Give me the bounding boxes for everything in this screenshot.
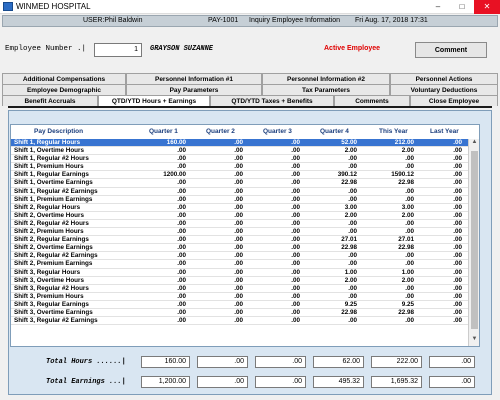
table-row[interactable]	[11, 277, 468, 285]
maximize-button[interactable]: □	[459, 2, 465, 11]
cell-pay-description: Shift 2, Premium Hours	[14, 228, 84, 236]
total-hours-q3: .00	[255, 356, 306, 368]
cell-value: 1590.12	[391, 171, 414, 179]
total-earnings-last-year: .00	[429, 376, 475, 388]
cell-value: .00	[291, 171, 300, 179]
cell-value: 1.00	[401, 268, 414, 276]
col-last-year: Last Year	[430, 127, 459, 135]
tab-personnel-info-1[interactable]: Personnel Information #1	[126, 73, 262, 84]
cell-pay-description: Shift 1, Overtime Earnings	[14, 179, 93, 187]
cell-value: .00	[291, 139, 300, 146]
cell-value: 2.00	[401, 211, 414, 219]
cell-pay-description: Shift 3, Regular #2 Hours	[14, 284, 89, 292]
cell-value: .00	[291, 276, 300, 284]
cell-value: 22.98	[398, 179, 414, 187]
cell-pay-description: Shift 1, Regular Hours	[14, 139, 81, 146]
total-hours-last-year: .00	[429, 356, 475, 368]
cell-value: .00	[234, 308, 243, 316]
cell-value: .00	[234, 211, 243, 219]
cell-value: .00	[291, 211, 300, 219]
cell-value: .00	[348, 195, 357, 203]
cell-value: .00	[291, 244, 300, 252]
cell-pay-description: Shift 3, Regular Hours	[14, 268, 81, 276]
cell-value: .00	[405, 260, 414, 268]
cell-value: .00	[453, 187, 462, 195]
window-title: WINMED HOSPITAL	[16, 2, 91, 11]
total-hours-q1: 160.00	[141, 356, 190, 368]
cell-value: 2.00	[344, 211, 357, 219]
cell-value: .00	[453, 211, 462, 219]
cell-value: 9.25	[344, 300, 357, 308]
cell-value: .00	[453, 260, 462, 268]
cell-value: .00	[234, 244, 243, 252]
table-row[interactable]	[11, 155, 468, 163]
cell-value: .00	[405, 155, 414, 163]
cell-value: 212.00	[394, 139, 414, 146]
cell-value: .00	[405, 219, 414, 227]
cell-pay-description: Shift 1, Regular #2 Hours	[14, 155, 89, 163]
cell-value: .00	[291, 292, 300, 300]
cell-value: .00	[453, 155, 462, 163]
cell-value: 2.00	[344, 147, 357, 155]
cell-value: .00	[453, 139, 462, 146]
table-row[interactable]	[11, 293, 468, 301]
cell-value: .00	[234, 317, 243, 325]
total-earnings-q4: 495.32	[313, 376, 364, 388]
table-row[interactable]	[11, 252, 468, 260]
cell-value: .00	[348, 228, 357, 236]
cell-value: .00	[234, 284, 243, 292]
cell-value: .00	[177, 252, 186, 260]
cell-value: .00	[177, 276, 186, 284]
cell-value: .00	[348, 155, 357, 163]
cell-value: .00	[291, 300, 300, 308]
cell-value: .00	[177, 179, 186, 187]
cell-value: .00	[453, 147, 462, 155]
cell-value: .00	[453, 203, 462, 211]
cell-pay-description: Shift 3, Overtime Earnings	[14, 308, 93, 316]
screen-name: Inquiry Employee Information	[249, 17, 341, 24]
cell-value: .00	[234, 179, 243, 187]
cell-pay-description: Shift 2, Regular #2 Hours	[14, 219, 89, 227]
cell-value: .00	[291, 252, 300, 260]
tab-row-1	[2, 73, 498, 84]
tab-personnel-actions[interactable]: Personnel Actions	[390, 73, 498, 84]
cell-value: .00	[291, 219, 300, 227]
cell-value: .00	[453, 317, 462, 325]
cell-value: .00	[453, 268, 462, 276]
cell-value: .00	[405, 292, 414, 300]
cell-value: .00	[453, 276, 462, 284]
cell-value: .00	[348, 317, 357, 325]
close-button[interactable]: ✕	[474, 0, 500, 14]
cell-value: .00	[453, 171, 462, 179]
cell-value: .00	[177, 268, 186, 276]
tab-voluntary-deductions[interactable]: Voluntary Deductions	[390, 84, 498, 95]
cell-value: .00	[405, 284, 414, 292]
cell-pay-description: Shift 2, Overtime Hours	[14, 211, 84, 219]
cell-value: .00	[177, 187, 186, 195]
employee-number-label: Employee Number .|	[5, 45, 87, 53]
cell-pay-description: Shift 3, Overtime Hours	[14, 276, 84, 284]
cell-value: .00	[177, 292, 186, 300]
table-row[interactable]	[11, 301, 468, 309]
cell-value: .00	[291, 236, 300, 244]
tab-personnel-info-2[interactable]: Personnel Information #2	[262, 73, 390, 84]
table-row[interactable]	[11, 269, 468, 277]
title-bar	[0, 0, 500, 14]
comment-button[interactable]: Comment	[415, 42, 487, 58]
table-row[interactable]	[11, 179, 468, 187]
cell-value: .00	[291, 155, 300, 163]
cell-value: .00	[177, 211, 186, 219]
table-row[interactable]	[11, 228, 468, 236]
cell-value: 3.00	[344, 203, 357, 211]
col-quarter-2: Quarter 2	[206, 127, 235, 135]
tab-row-3	[2, 95, 498, 106]
cell-value: .00	[177, 236, 186, 244]
total-hours-q2: .00	[197, 356, 248, 368]
cell-value: .00	[234, 252, 243, 260]
table-row[interactable]	[11, 163, 468, 171]
cell-value: .00	[291, 195, 300, 203]
cell-value: .00	[453, 252, 462, 260]
tab-additional-compensations[interactable]: Additional Compensations	[2, 73, 126, 84]
cell-value: .00	[234, 300, 243, 308]
tab-comments[interactable]: Comments	[334, 95, 410, 106]
tab-divider	[8, 106, 492, 108]
table-row[interactable]	[11, 260, 468, 268]
cell-value: .00	[291, 163, 300, 171]
cell-pay-description: Shift 2, Overtime Earnings	[14, 244, 93, 252]
tab-tax-parameters[interactable]: Tax Parameters	[262, 84, 390, 95]
cell-value: .00	[348, 292, 357, 300]
table-body	[11, 139, 468, 325]
table-row[interactable]	[11, 220, 468, 228]
totals-area	[10, 349, 480, 391]
table-row[interactable]	[11, 212, 468, 220]
cell-value: .00	[234, 155, 243, 163]
cell-pay-description: Shift 1, Premium Hours	[14, 163, 84, 171]
cell-value: 27.01	[341, 236, 357, 244]
cell-pay-description: Shift 1, Regular Earnings	[14, 171, 89, 179]
cell-value: .00	[234, 139, 243, 146]
cell-value: 52.00	[341, 139, 357, 146]
scroll-up-icon[interactable]: ▲	[471, 139, 478, 145]
cell-value: .00	[348, 284, 357, 292]
cell-value: .00	[405, 228, 414, 236]
tab-qtd-ytd-hours-earnings[interactable]: QTD/YTD Hours + Earnings	[98, 95, 210, 107]
table-row[interactable]	[11, 285, 468, 293]
table-row[interactable]	[11, 244, 468, 252]
cell-value: .00	[291, 308, 300, 316]
cell-value: .00	[234, 163, 243, 171]
cell-value: .00	[291, 260, 300, 268]
table-row[interactable]	[11, 171, 468, 179]
cell-value: .00	[291, 179, 300, 187]
total-earnings-q2: .00	[197, 376, 248, 388]
cell-value: .00	[348, 252, 357, 260]
cell-value: 22.98	[341, 244, 357, 252]
cell-value: .00	[348, 260, 357, 268]
cell-value: .00	[177, 260, 186, 268]
cell-value: .00	[234, 236, 243, 244]
cell-value: .00	[234, 195, 243, 203]
info-bar	[2, 15, 498, 27]
cell-value: 22.98	[398, 244, 414, 252]
cell-value: .00	[177, 228, 186, 236]
screen-code: PAY-1001	[208, 17, 239, 24]
cell-value: .00	[234, 292, 243, 300]
cell-value: 160.00	[166, 139, 186, 146]
tab-close-employee[interactable]: Close Employee	[410, 95, 498, 106]
cell-value: .00	[453, 244, 462, 252]
employee-bar	[2, 40, 498, 60]
table-row[interactable]	[11, 309, 468, 317]
total-earnings-this-year: 1,695.32	[371, 376, 422, 388]
cell-value: .00	[234, 219, 243, 227]
table-header	[10, 124, 480, 138]
cell-value: 9.25	[401, 300, 414, 308]
cell-value: .00	[453, 195, 462, 203]
cell-value: .00	[453, 219, 462, 227]
cell-value: 3.00	[401, 203, 414, 211]
datetime: Fri Aug. 17, 2018 17:31	[355, 17, 428, 24]
cell-value: .00	[177, 308, 186, 316]
table-row[interactable]	[11, 188, 468, 196]
cell-value: .00	[453, 292, 462, 300]
cell-value: .00	[405, 252, 414, 260]
total-earnings-q3: .00	[255, 376, 306, 388]
cell-value: .00	[453, 228, 462, 236]
cell-value: .00	[234, 171, 243, 179]
tab-qtd-ytd-taxes-benefits[interactable]: QTD/YTD Taxes + Benefits	[210, 95, 334, 106]
table-row[interactable]	[11, 139, 468, 147]
cell-pay-description: Shift 1, Regular #2 Earnings	[14, 187, 98, 195]
app-icon	[3, 2, 13, 11]
cell-value: .00	[177, 244, 186, 252]
total-hours-label: Total Hours ......|	[46, 358, 126, 366]
cell-value: .00	[453, 308, 462, 316]
col-quarter-1: Quarter 1	[149, 127, 178, 135]
user-label: USER:Phil Baldwin	[83, 17, 143, 24]
cell-pay-description: Shift 3, Premium Hours	[14, 292, 84, 300]
cell-value: 2.00	[401, 147, 414, 155]
cell-value: .00	[291, 187, 300, 195]
total-hours-q4: 62.00	[313, 356, 364, 368]
cell-value: .00	[405, 195, 414, 203]
cell-value: .00	[234, 268, 243, 276]
employee-number-input[interactable]: 1	[94, 43, 142, 57]
cell-value: 2.00	[344, 276, 357, 284]
cell-pay-description: Shift 1, Overtime Hours	[14, 147, 84, 155]
cell-value: 22.98	[341, 179, 357, 187]
cell-value: .00	[348, 187, 357, 195]
tab-pay-parameters[interactable]: Pay Parameters	[126, 84, 262, 95]
cell-value: .00	[453, 179, 462, 187]
cell-pay-description: Shift 2, Regular Hours	[14, 203, 81, 211]
cell-value: .00	[291, 203, 300, 211]
table-row[interactable]	[11, 196, 468, 204]
cell-value: 1.00	[344, 268, 357, 276]
table-row[interactable]	[11, 317, 468, 325]
minimize-button[interactable]: –	[435, 2, 441, 11]
tab-row-2	[2, 84, 498, 95]
cell-value: .00	[234, 276, 243, 284]
cell-value: .00	[177, 155, 186, 163]
cell-value: .00	[177, 147, 186, 155]
total-earnings-q1: 1,200.00	[141, 376, 190, 388]
cell-value: .00	[405, 317, 414, 325]
cell-value: 27.01	[398, 236, 414, 244]
cell-value: 1200.00	[163, 171, 186, 179]
cell-value: .00	[234, 260, 243, 268]
cell-value: .00	[348, 163, 357, 171]
cell-pay-description: Shift 3, Regular #2 Earnings	[14, 317, 98, 325]
cell-value: .00	[234, 147, 243, 155]
cell-value: .00	[177, 163, 186, 171]
cell-pay-description: Shift 3, Regular Earnings	[14, 300, 89, 308]
cell-pay-description: Shift 2, Premium Earnings	[14, 260, 93, 268]
cell-value: .00	[177, 284, 186, 292]
cell-value: .00	[291, 317, 300, 325]
cell-value: .00	[234, 203, 243, 211]
cell-value: .00	[291, 147, 300, 155]
total-earnings-label: Total Earnings ...|	[46, 378, 126, 386]
cell-value: .00	[177, 195, 186, 203]
cell-value: .00	[291, 284, 300, 292]
tab-employee-demographic[interactable]: Employee Demographic	[2, 84, 126, 95]
cell-value: .00	[348, 219, 357, 227]
cell-value: 22.98	[398, 308, 414, 316]
col-this-year: This Year	[379, 127, 408, 135]
cell-value: .00	[405, 187, 414, 195]
cell-value: .00	[291, 268, 300, 276]
cell-value: 2.00	[401, 276, 414, 284]
cell-value: .00	[453, 236, 462, 244]
total-hours-this-year: 222.00	[371, 356, 422, 368]
cell-value: 390.12	[337, 171, 357, 179]
cell-value: .00	[405, 163, 414, 171]
employee-name: GRAYSON SUZANNE	[150, 45, 214, 53]
table-row[interactable]	[11, 147, 468, 155]
cell-value: .00	[177, 300, 186, 308]
col-quarter-4: Quarter 4	[320, 127, 349, 135]
cell-value: .00	[177, 219, 186, 227]
scroll-down-icon[interactable]: ▼	[471, 336, 478, 342]
table-scrollbar[interactable]	[468, 139, 479, 346]
cell-value: .00	[177, 317, 186, 325]
cell-value: .00	[453, 284, 462, 292]
col-pay-description: Pay Description	[34, 127, 84, 135]
table-row[interactable]	[11, 236, 468, 244]
cell-value: .00	[177, 203, 186, 211]
cell-value: 22.98	[341, 308, 357, 316]
cell-pay-description: Shift 1, Premium Earnings	[14, 195, 93, 203]
cell-value: .00	[234, 228, 243, 236]
cell-value: .00	[453, 163, 462, 171]
cell-pay-description: Shift 2, Regular Earnings	[14, 236, 89, 244]
cell-value: .00	[453, 300, 462, 308]
cell-value: .00	[234, 187, 243, 195]
col-quarter-3: Quarter 3	[263, 127, 292, 135]
table-row[interactable]	[11, 204, 468, 212]
tab-benefit-accruals[interactable]: Benefit Accruals	[2, 95, 98, 106]
status-badge: Active Employee	[324, 45, 381, 52]
cell-value: .00	[291, 228, 300, 236]
cell-pay-description: Shift 2, Regular #2 Earnings	[14, 252, 98, 260]
scroll-thumb[interactable]	[471, 151, 478, 329]
